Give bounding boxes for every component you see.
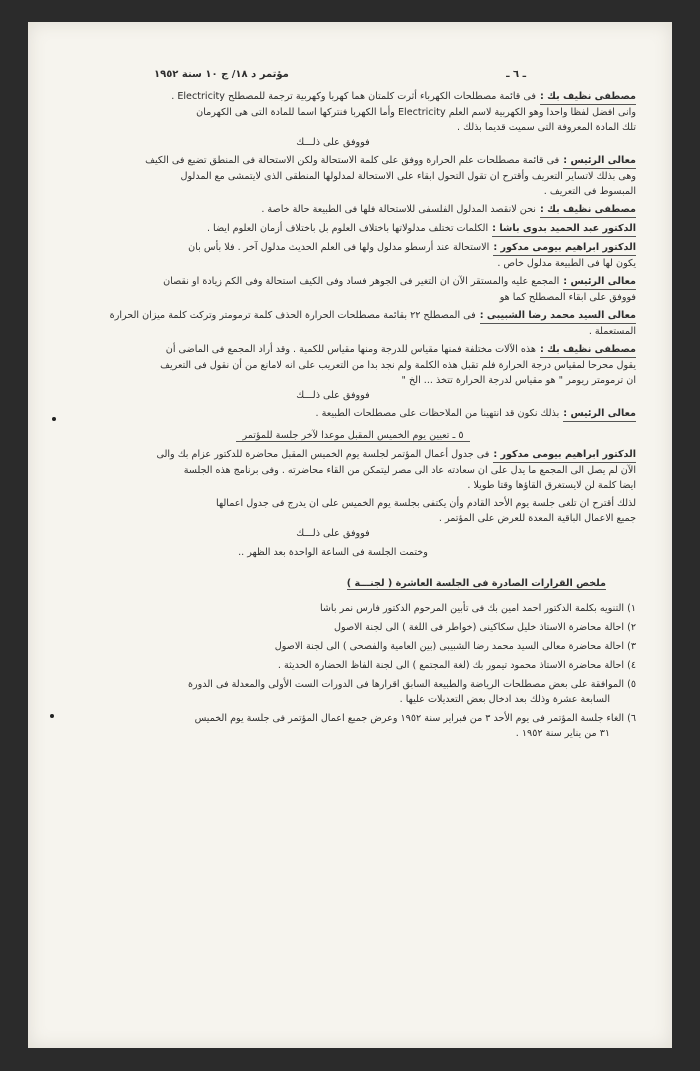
- speech-block: [70, 342, 636, 403]
- speech-block: [70, 221, 636, 237]
- page-header: [70, 62, 636, 86]
- summary-item: [70, 658, 636, 673]
- speaker-name: مصطفى نظيف بك :: [540, 202, 636, 218]
- summary-line: السابعة عشرة وذلك بعد ادخال بعض التعديلات عليها .: [399, 694, 610, 705]
- speech-line: [70, 406, 636, 422]
- speech-text: هذه الآلات مختلفة فمنها مقياس للدرجة ومنها مقياس للكمية . وقد أراد المجمع فى الماضى أن: [165, 344, 536, 355]
- summary-item: [70, 639, 636, 654]
- speech-text: المجمع عليه والمستقر الآن ان التغير فى الجوهر فساد وفى الكيف استحالة وفى الكم زيادة او نقصان: [163, 276, 560, 287]
- speech-block: [70, 308, 636, 339]
- speech-line: [70, 373, 636, 388]
- speech-text: تلك المادة المعروفة التى سميت قديما بذلك .: [457, 122, 636, 133]
- speech-block: [70, 447, 636, 493]
- summary-line: ٤) احالة محاضرة الاستاذ محمود تيمور بك (لغة المجتمع ) الى لجنة الفاظ الحضارة الحديثة .: [277, 660, 636, 671]
- speech-text: يكون لها فى الطبيعة مدلول خاص .: [497, 258, 636, 269]
- punch-hole-mark: [50, 714, 54, 718]
- speech-line: [70, 89, 636, 105]
- conference-reference: مؤتمر د ١٨/ ج ١٠ سنة ١٩٥٢: [154, 68, 289, 80]
- speech-line: [70, 511, 636, 526]
- discussion-section-2: [70, 447, 636, 541]
- speech-text: المستعملة .: [588, 326, 636, 337]
- summary-list: [70, 601, 636, 741]
- speech-line: [70, 221, 636, 237]
- speech-block: [70, 89, 636, 150]
- speech-block: [70, 153, 636, 199]
- speaker-name: معالى الرئيس :: [563, 406, 636, 422]
- speech-text: المبسوط فى التعريف .: [543, 186, 636, 197]
- speech-text: فى جدول أعمال المؤتمر لجلسة يوم الخميس المقبل محاضرة للدكتور عزام بك والى: [156, 449, 490, 460]
- summary-heading: ملخص القرارات الصادرة فى الجلسة العاشرة ( لجنـــة ): [346, 578, 606, 589]
- summary-line: ١) التنويه بكلمة الدكتور احمد امين بك فى تأبين المرحوم الدكتور فارس نمر باشا: [319, 603, 636, 614]
- speech-line: [70, 447, 636, 463]
- speech-line: [70, 256, 636, 271]
- speech-block: [70, 496, 636, 541]
- speech-block: [70, 202, 636, 218]
- speaker-name: معالى السيد محمد رضا الشبيبى :: [480, 308, 636, 324]
- speech-line: [70, 120, 636, 135]
- summary-line: ٦) الغاء جلسة المؤتمر فى يوم الأحد ٣ من فبراير سنة ١٩٥٢ وعرض جميع اعمال المؤتمر فى جلسة يوم الخميس: [194, 713, 636, 724]
- paper-sheet: [28, 22, 672, 1048]
- speech-block: [70, 406, 636, 422]
- speech-text: الاستحالة عند أرسطو مدلول ولها فى العلم الحديث مدلول آخر . فلا بأس بان: [188, 242, 490, 253]
- speech-line: [70, 342, 636, 358]
- speech-line: [70, 184, 636, 199]
- speech-text: فووفق على ابقاء المصطلح كما هو: [499, 292, 636, 303]
- summary-item: [70, 620, 636, 635]
- agreement-note: فووفق على ذلـــك: [296, 528, 370, 539]
- agreement-note: فووفق على ذلـــك: [296, 390, 370, 401]
- page-number: ـ ٦ ـ: [506, 68, 526, 80]
- speech-text: وانى افضل لفظا واحدا وهو الكهربية لاسم العلم Electricity وأما الكهربا فنتركها اسما للمادة التى هى الكهرمان: [196, 107, 636, 118]
- speaker-name: الدكتور ابراهيم بيومى مدكور :: [493, 447, 636, 463]
- speaker-name: مصطفى نظيف بك :: [540, 89, 636, 105]
- speech-line: [70, 478, 636, 493]
- speech-line: [70, 169, 636, 184]
- summary-line: ٢) احالة محاضرة الاستاذ خليل سكاكينى (خواطر فى اللغة ) الى لجنة الاصول: [334, 622, 636, 633]
- speech-line: [70, 105, 636, 120]
- speech-block: [70, 240, 636, 271]
- speech-line: [70, 202, 636, 218]
- speech-text: فى المصطلح ٢٢ بقائمة مصطلحات الحرارة الحذف كلمة ترمومتر وتركت كلمة ميزان الحرارة: [109, 310, 476, 321]
- speech-text: وهى بذلك لاتساير التعريف وأقترح ان تقول التحول ابقاء على الاستحالة لمدلولها المنطقى الذى لايتمشى مع المدلول: [180, 171, 636, 182]
- speech-line: [70, 153, 636, 169]
- speech-text: بذلك نكون قد انتهينا من الملاحظات على مصطلحات الطبيعة .: [315, 408, 560, 419]
- section-heading: ٥ ـ تعيين يوم الخميس المقبل موعدا لآخر جلسة للمؤتمر: [70, 428, 636, 443]
- speech-line: [70, 240, 636, 256]
- speech-line: [70, 324, 636, 339]
- speaker-name: الدكتور ابراهيم بيومى مدكور :: [493, 240, 636, 256]
- discussion-section: [70, 89, 636, 422]
- speech-text: يقول محرحا لمقياس درجة الحرارة فلم تقبل هذه الكلمة ولم نجد بدا من التعريب على انه لامانع من أن نقول فى التعريف: [160, 360, 636, 371]
- agreement-note: فووفق على ذلـــك: [296, 137, 370, 148]
- speaker-name: مصطفى نظيف بك :: [540, 342, 636, 358]
- speech-line: [70, 274, 636, 290]
- speech-text: فى قائمة مصطلحات الكهرباء أثرت كلمتان هما كهربا وكهربية ترجمة للمصطلح Electricity .: [171, 91, 536, 102]
- speech-text: نحن لانقصد المدلول الفلسفى للاستحالة فلها فى الطبيعة حالة خاصة .: [261, 204, 536, 215]
- summary-line: ٥) الموافقة على بعض مصطلحات الرياضة والطبيعة السابق اقرارها فى الدورات الست الأولى والمعدلة فى الدورة: [188, 679, 636, 690]
- speech-line: [70, 496, 636, 511]
- speaker-name: معالى الرئيس :: [563, 274, 636, 290]
- summary-line: ٣) احالة محاضرة معالى السيد محمد رضا الشبيبى (بين العامية والفصحى ) الى لجنة الاصول: [274, 641, 636, 652]
- summary-item: [70, 711, 636, 741]
- speech-text: جميع الاعمال الباقية المعدة للعرض على المؤتمر .: [438, 513, 636, 524]
- punch-hole-mark: [52, 417, 56, 421]
- session-closing: وختمت الجلسة فى الساعة الواحدة بعد الظهر ..: [238, 547, 428, 558]
- speech-line: [70, 290, 636, 305]
- speech-line: [70, 463, 636, 478]
- summary-line: ٣١ من يناير سنة ١٩٥٢ .: [515, 728, 610, 739]
- speech-text: ايضا كلمة لن لايستغرق القاؤها وقتا طويلا .: [467, 480, 636, 491]
- summary-item: [70, 601, 636, 616]
- speech-block: [70, 274, 636, 305]
- speech-text: الآن لم يصل الى المجمع ما يدل على ان سعادته عاد الى مصر ليتمكن من القاء محاضرته . وفى برنامج هذه الجلسة: [183, 465, 636, 476]
- speech-text: فى قائمة مصطلحات علم الحرارة ووفق على كلمة الاستحالة ولكن الاستحالة فى المنطق تضيع فى الكيف: [145, 155, 560, 166]
- document-page: [70, 62, 636, 745]
- speech-text: لذلك أقترح ان تلغى جلسة يوم الأحد القادم وأن يكتفى بجلسة يوم الخميس على ان يدرج فى جدول اعمالها: [216, 498, 636, 509]
- speech-line: [70, 308, 636, 324]
- speech-line: [70, 358, 636, 373]
- speaker-name: الدكتور عبد الحميد بدوى باشا :: [492, 221, 636, 237]
- speaker-name: معالى الرئيس :: [563, 153, 636, 169]
- speech-text: الكلمات تختلف مدلولاتها باختلاف العلوم بل باختلاف أزمان العلوم ايضا .: [206, 223, 489, 234]
- summary-item: [70, 677, 636, 707]
- speech-text: ان ترمومتر ريومر " هو مقياس لدرجة الحرارة تتخذ ... الخ ": [401, 375, 636, 386]
